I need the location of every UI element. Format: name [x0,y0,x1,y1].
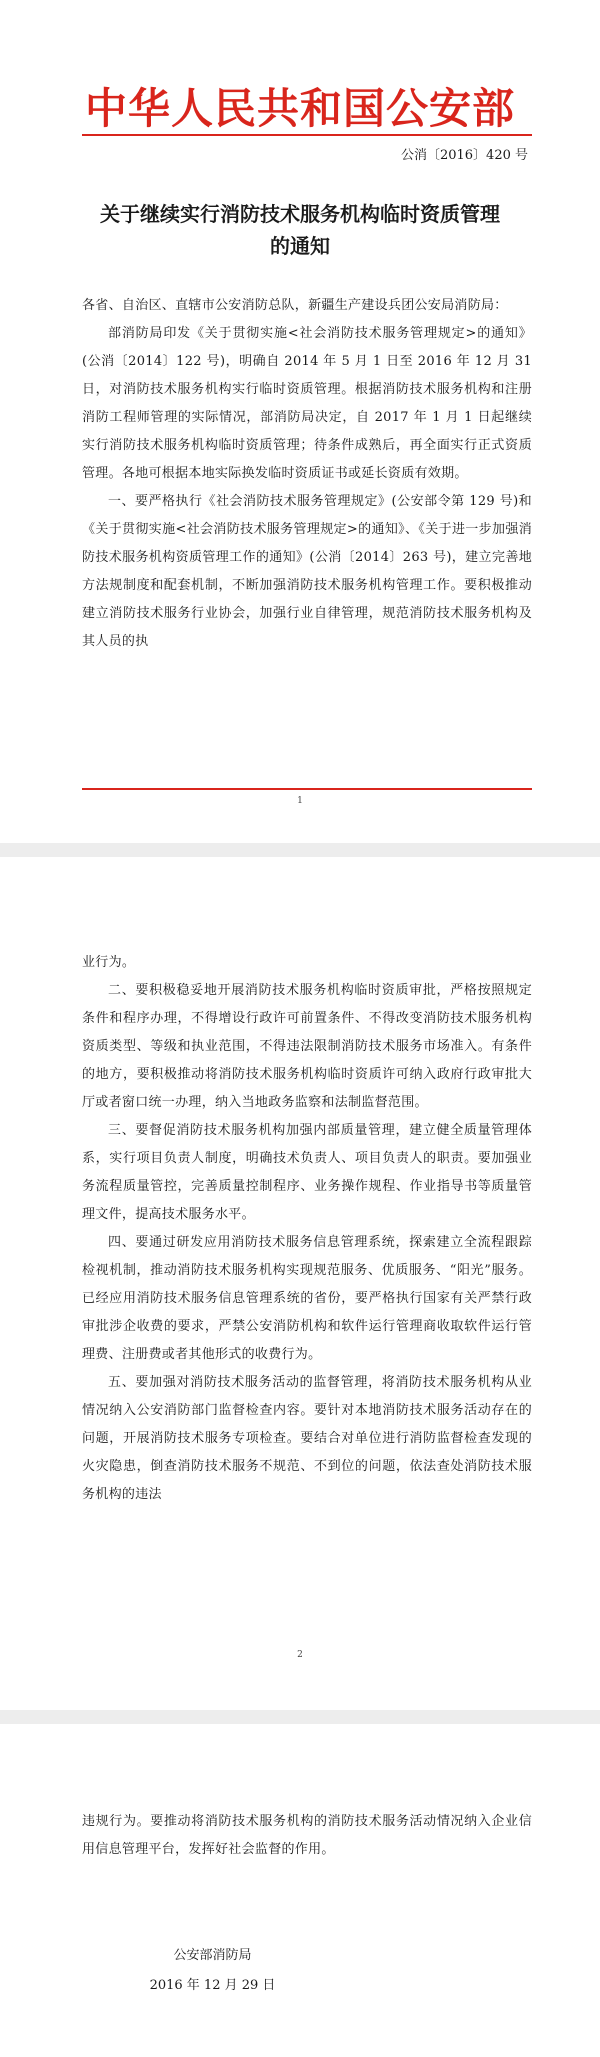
page-number: 1 [297,796,303,806]
issue-date: 2016 年 12 月 29 日 [149,1978,276,1993]
title-line-2: 的通知 [270,234,330,258]
paragraph-2: 二、要积极稳妥地开展消防技术服务机构临时资质审批，严格按照规定条件和程序办理，不得增设行政许可前置条件、不得改变消防技术服务机构资质类型、等级和执业范围，不得违法限制消防技术服务市场准入。有条件的地方，要积极推动将消防技术服务机构临时资质许可纳入政府行政审批大厅或者窗口统一办理，纳入当地政务监察和法制监督范围。 [82,983,532,1110]
ministry-header: 中华人民共和国公安部 [84,84,515,133]
page3-body [82,1808,532,1864]
paragraph-1: 一、要严格执行《社会消防技术服务管理规定》(公安部令第 129 号)和《关于贯彻实施<社会消防技术服务管理规定>的通知》、《关于进一步加强消防技术服务机构资质管理工作的通知》(公消〔2014〕263 号)，建立完善地方法规制度和配套机制，不断加强消防技术服务机构管理工作。要积极推动建立消防技术服务行业协会，加强行业自律管理，规范消防技术服务机构及其人员的执 [82,494,532,649]
paragraph-5: 五、要加强对消防技术服务活动的监督管理，将消防技术服务机构从业情况纳入公安消防部门监督检查内容。要针对本地消防技术服务活动存在的问题，开展消防技术服务专项检查。要结合对单位进行消防监督检查发现的火灾隐患，倒查消防技术服务不规范、不到位的问题，依法查处消防技术服务机构的违法 [82,1375,532,1502]
paragraph-intro: 部消防局印发《关于贯彻实施<社会消防技术服务管理规定>的通知》(公消〔2014〕122 号)，明确自 2014 年 5 月 1 日至 2016 年 12 月 31 日，对消防技术服务机构实行临时资质管理。根据消防技术服务机构和注册消防工程师管理的实际情况，部消防局决定，自 2017 年 1 月 1 日起继续实行消防技术服务机构临时资质管理；待条件成熟后，再全面实行正式资质管理。各地可根据本地实际换发临时资质证书或延长资质有效期。 [82,326,532,481]
document-number: 公消〔2016〕420 号 [400,148,528,163]
document-page-1 [0,0,600,843]
issuer: 公安部消防局 [173,1948,252,1963]
paragraph-4: 四、要通过研发应用消防技术服务信息管理系统，探索建立全流程跟踪检视机制，推动消防技术服务机构实现规范服务、优质服务、“阳光”服务。已经应用消防技术服务信息管理系统的省份，要严格执行国家有关严禁行政审批涉企收费的要求，严禁公安消防机构和软件运行管理商收取软件运行管理费、注册费或者其他形式的收费行为。 [82,1235,532,1362]
page2-body [82,949,532,1509]
header-red-rule [82,134,532,136]
document-page-2 [0,857,600,1710]
title-line-1: 关于继续实行消防技术服务机构临时资质管理 [100,202,500,226]
page1-body [82,292,532,656]
continuation-text: 业行为。 [82,955,136,970]
paragraph-3: 三、要督促消防技术服务机构加强内部质量管理，建立健全质量管理体系，实行项目负责人制度，明确技术负责人、项目负责人的职责。要加强业务流程质量管控，完善质量控制程序、业务操作规程、作业指导书等质量管理文件，提高技术服务水平。 [82,1123,532,1222]
continuation-text: 违规行为。要推动将消防技术服务机构的消防技术服务活动情况纳入企业信用信息管理平台，发挥好社会监督的作用。 [82,1814,532,1857]
document-page-3 [0,1724,600,2057]
salutation: 各省、自治区、直辖市公安消防总队，新疆生产建设兵团公安局消防局： [82,298,508,313]
page-number: 2 [297,1650,303,1660]
document-title [70,198,530,262]
footer-red-rule [82,788,532,790]
